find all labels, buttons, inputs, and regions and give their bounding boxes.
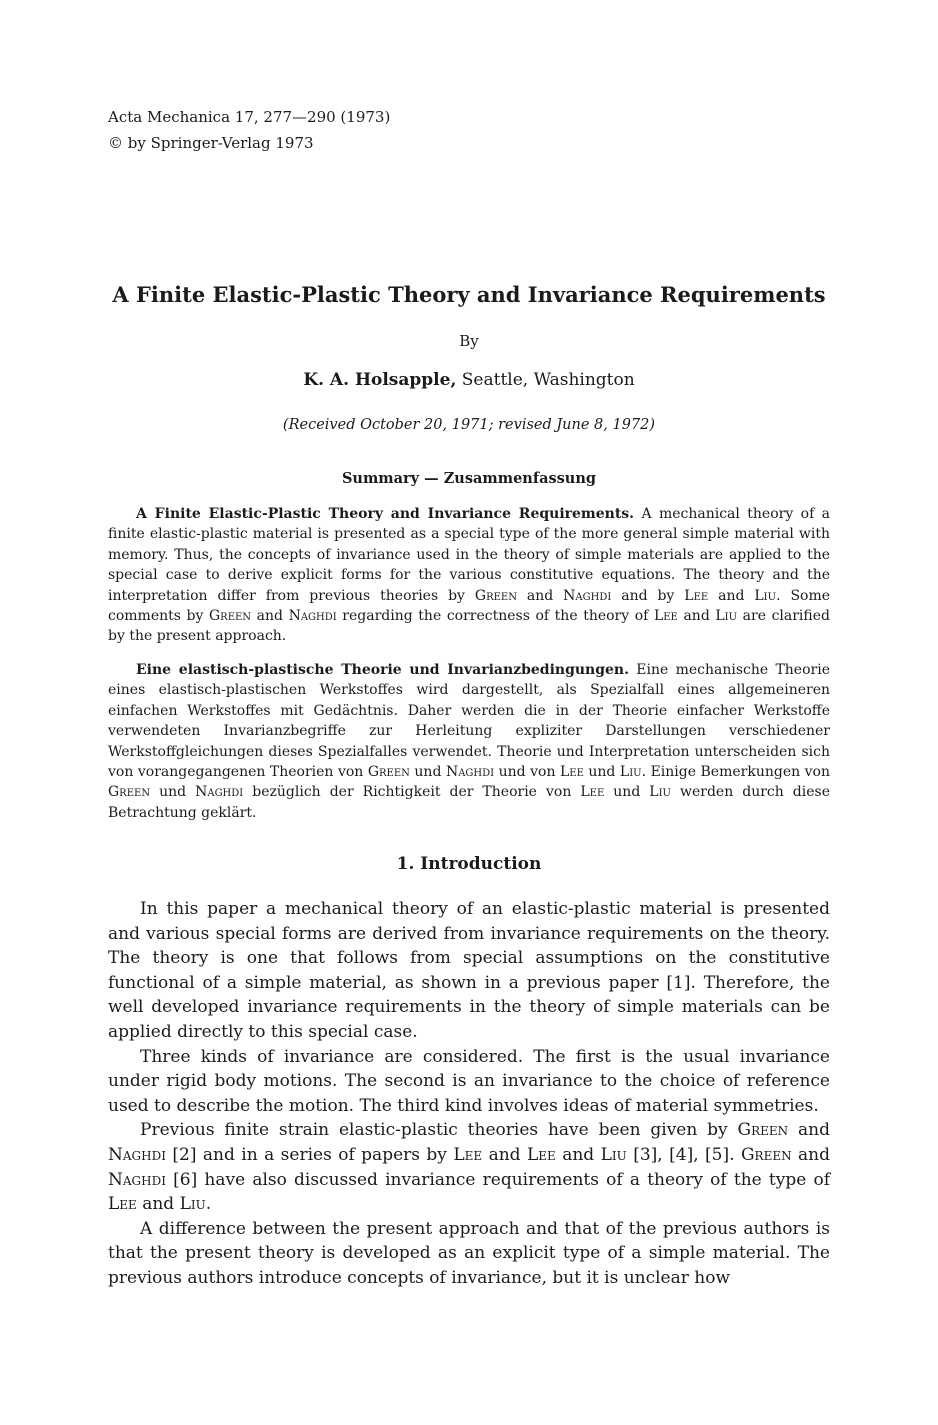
paper-title: A Finite Elastic-Plastic Theory and Invariance Requirements <box>112 282 826 307</box>
conjunction: and <box>677 608 716 625</box>
author-ref-green: Green <box>740 1144 792 1165</box>
paragraph-text: [3], [4], [5]. <box>626 1144 741 1165</box>
abstract-german <box>108 660 830 823</box>
author-ref-naghdi: Naghdi <box>445 764 495 781</box>
conjunction: and <box>788 1120 830 1141</box>
author-ref-naghdi: Naghdi <box>108 1144 166 1165</box>
paragraph: In this paper a mechanical theory of an elastic-plastic material is presented and various special forms are derived from invariance requirements on the theory. The theory is one that follows from special assumptions on the constitutive functional of a simple material, as shown in a previous paper [1]. Therefore, the well developed invariance requirements in the theory of simple materials can be applied directly to this special case. <box>108 899 830 1042</box>
conjunction: and <box>708 587 755 604</box>
abstract-text: Eine mechanische Theorie eines elastisch-plastischen Werkstoffes wird dargestellt, als Spezialfall eines allgemeineren einfachen Werkstoffes mit Gedächtnis. Daher werden die in der Theorie einfacher Werkstoffe verwendeten Invarianzbegriffe zur Herleitung expliziter Darstellungen verschiedener Werkstoffgleichungen dieses Spezialfalles verwendet. Theorie und Interpretation unterscheiden sich von vorangegangenen Theorien von <box>108 662 830 781</box>
author-ref-green: Green <box>367 764 410 781</box>
abstract-text: und von <box>494 764 560 781</box>
received-dates: (Received October 20, 1971; revised June 8, 1972) <box>282 417 656 433</box>
abstract-text: regarding the correctness of the theory of <box>336 608 654 625</box>
paragraph <box>108 1118 830 1216</box>
journal-citation: Acta Mechanica 17, 277—290 (1973) <box>108 108 391 126</box>
copyright-line: © by Springer-Verlag 1973 <box>108 134 314 152</box>
conjunction: and <box>555 1144 601 1165</box>
author-line <box>0 370 938 390</box>
byline: By <box>459 332 479 350</box>
abstract-text: . Einige Bemerkungen von <box>641 764 830 781</box>
author-ref-liu: Liu <box>754 587 777 604</box>
author-ref-lee: Lee <box>526 1144 556 1165</box>
conjunction: and <box>791 1144 830 1165</box>
abstract-text: werden durch diese Betrachtung geklärt. <box>108 784 830 821</box>
conjunction: and <box>136 1194 180 1215</box>
summary-heading: Summary — Zusammenfassung <box>341 470 597 487</box>
abstract-german-lead: Eine elastisch-plastische Theorie und Invarianzbedingungen. <box>136 662 629 678</box>
author-ref-liu: Liu <box>649 784 671 801</box>
author-ref-lee: Lee <box>108 1194 137 1215</box>
conjunction: und <box>604 784 650 801</box>
introduction-body <box>108 897 830 1291</box>
conjunction: and <box>251 608 289 625</box>
abstract-text: and by <box>611 587 685 604</box>
author-ref-green: Green <box>474 587 517 604</box>
conjunction: und <box>409 764 446 781</box>
paragraph: Three kinds of invariance are considered. The first is the usual invariance under rigid body motions. The second is an invariance to the choice of reference used to describe the motion. The third kind involves ideas of material symmetries. <box>108 1046 830 1116</box>
author-ref-naghdi: Naghdi <box>195 784 244 801</box>
author-ref-lee: Lee <box>559 764 584 781</box>
author-ref-naghdi: Naghdi <box>563 587 612 604</box>
author-location: Seattle, Washington <box>456 370 635 390</box>
conjunction: and <box>516 587 564 604</box>
author-ref-lee: Lee <box>653 608 678 625</box>
conjunction: und <box>583 764 620 781</box>
author-ref-liu: Liu <box>715 608 738 625</box>
author-ref-green: Green <box>737 1120 789 1141</box>
author-ref-liu: Liu <box>179 1194 206 1215</box>
paragraph-text: Previous finite strain elastic-plastic theories have been given by <box>140 1120 738 1141</box>
paragraph: A difference between the present approach and that of the previous authors is that the present theory is developed as an explicit type of a simple material. The previous authors introduce concepts of invariance, but it is unclear how <box>108 1218 830 1288</box>
paragraph-text: . <box>205 1194 212 1215</box>
abstract-text: are clarified by the present approach. <box>108 608 830 645</box>
author-ref-naghdi: Naghdi <box>108 1169 166 1190</box>
author-ref-lee: Lee <box>684 587 709 604</box>
author-ref-green: Green <box>208 608 252 625</box>
abstract-text: . Some comments by <box>108 587 831 625</box>
author-ref-liu: Liu <box>600 1144 627 1165</box>
journal-header <box>108 104 390 156</box>
author-ref-lee: Lee <box>453 1144 483 1165</box>
author-ref-liu: Liu <box>619 764 642 781</box>
conjunction: und <box>150 784 196 801</box>
conjunction: and <box>482 1144 527 1165</box>
abstract-text: bezüglich der Richtigkeit der Theorie von <box>243 784 581 801</box>
abstract-english <box>108 504 830 647</box>
author-ref-lee: Lee <box>580 784 605 801</box>
paragraph-text: [2] and in a series of papers by <box>165 1144 454 1165</box>
author-ref-naghdi: Naghdi <box>288 608 337 625</box>
paragraph-text: [6] have also discussed invariance requirements of a theory of the type of <box>165 1169 830 1190</box>
abstract-english-lead: A Finite Elastic-Plastic Theory and Invariance Requirements. <box>136 506 635 522</box>
section-heading-introduction: 1. Introduction <box>396 854 542 874</box>
abstract-text: A mechanical theory of a finite elastic-plastic material is presented as a special type of the more general simple material with memory. Thus, the concepts of invariance used in the theory of simple materials are applied to the special case to derive explicit forms for the various constitutive equations. The theory and the interpretation differ from previous theories by <box>108 506 830 604</box>
author-name: K. A. Holsapple, <box>303 370 457 390</box>
author-ref-green: Green <box>108 784 151 801</box>
